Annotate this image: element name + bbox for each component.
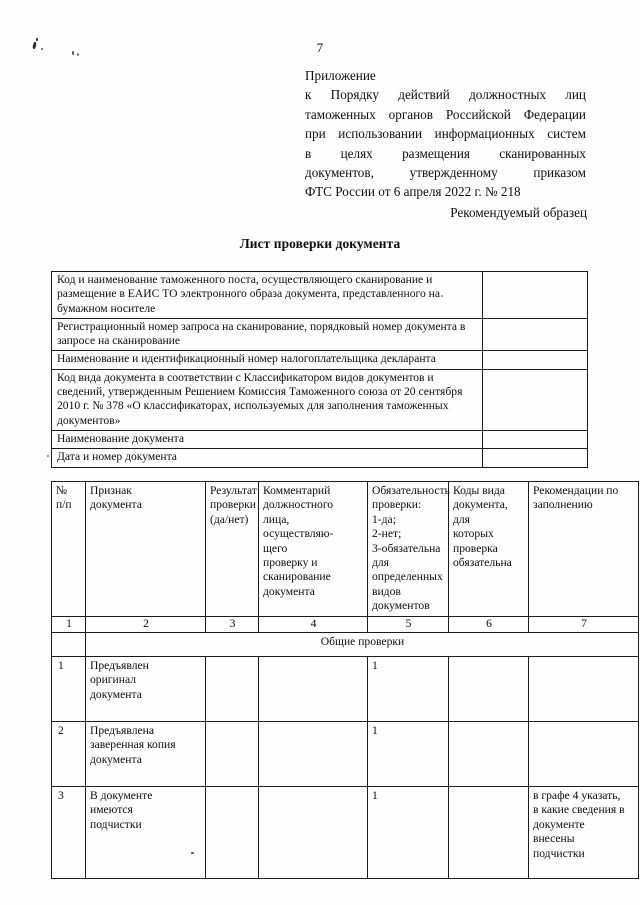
header-line: для [453,512,471,526]
header-line: документов [372,599,430,613]
recommendation-line: в какие сведения в [533,803,625,817]
feature-line: документа [90,687,142,701]
header-line: 2-нет; [372,527,402,541]
page-number: 7 [316,40,324,55]
field-value[interactable] [483,272,588,319]
header-line: щего [263,541,288,555]
document-fields-table [51,271,588,468]
row-codes[interactable] [449,787,529,879]
field-label-text: Регистрационный номер запроса на сканирование, порядковый номер документа в запросе на сканирование [57,319,466,348]
appendix-line: документов, утвержденному приказом [305,165,586,181]
field-label [52,430,483,448]
column-number: 7 [529,616,639,632]
column-number: 1 [52,616,86,632]
row-comment[interactable] [259,657,368,722]
header-line: обязательна [453,556,512,570]
row-obligation: 1 [368,722,449,787]
row-result[interactable] [206,722,259,787]
row-number: 3 [52,787,86,879]
row-obligation: 1 [368,787,449,879]
row-recommendation [529,657,639,722]
section-header-row [52,633,639,657]
field-label [52,318,483,351]
table-row [52,722,639,787]
column-header-codes [449,482,529,617]
field-value[interactable] [483,351,588,369]
appendix-line: ФТС России от 6 апреля 2022 г. № 218 [305,184,521,200]
recommendation-line: внесены [533,832,575,846]
field-label [52,272,483,319]
header-line: для [372,556,390,570]
column-header-feature [86,482,206,617]
row-feature [86,722,206,787]
row-result[interactable] [206,657,259,722]
header-line: 3-обязательна [372,541,441,555]
field-label [52,449,483,467]
recommendation-line: в графе 4 указать, [533,789,621,803]
appendix-line: в целях размещения сканированных [305,145,586,161]
feature-line: Предъявлен [90,659,149,673]
column-header-recommendation [529,482,639,617]
field-value[interactable] [483,449,588,467]
feature-line: документа [90,752,142,766]
header-line: заполнению [533,498,593,512]
field-label-text: Код вида документа в соответствии с Классификатором видов документов и сведений, утвержденным Решением Комиссия Таможенного союза от 20 сентября 2010 г. № 378 «О классификаторах, используемых для заполнения таможенных документов» [57,370,463,427]
field-label-text: Наименование документа [57,431,184,445]
field-label [52,351,483,369]
header-line: Результат [210,484,257,497]
feature-line: Предъявлена [90,724,154,738]
header-line: проверки: [372,498,422,512]
appendix-line: таможенных органов Российской Федерации [305,106,586,122]
row-codes[interactable] [449,722,529,787]
row-number: 2 [52,722,86,787]
feature-line: имеются [90,803,133,817]
column-number: 4 [259,616,368,632]
header-line: проверки [210,498,256,512]
appendix-line: к Порядку действий должностных лиц [305,87,586,103]
header-line: Комментарий [263,484,331,497]
header-line: документа [263,584,315,598]
appendix-line: Приложение [305,68,376,83]
row-number: 1 [52,657,86,722]
header-line: документа [90,498,142,512]
header-line: Признак [90,484,132,497]
header-line: сканирование [263,570,331,584]
header-line: определенных [372,570,443,584]
field-label-text: Наименование и идентификационный номер налогоплательщика декларанта [57,352,436,366]
header-line: видов [372,584,401,598]
recommendation-line: подчистки [533,846,585,860]
table-row [52,369,588,430]
scan-artifact [47,455,49,457]
header-line: осуществляю- [263,527,334,541]
field-value[interactable] [483,430,588,448]
header-line: № [56,484,68,497]
row-obligation: 1 [368,657,449,722]
column-number: 3 [206,616,259,632]
field-label [52,369,483,430]
row-result[interactable] [206,787,259,879]
header-line: лица, [263,512,290,526]
header-line: п/п [56,498,72,512]
row-recommendation [529,722,639,787]
feature-line: заверенная копия [90,738,176,752]
column-header-number [52,482,86,617]
header-line: проверку и [263,556,318,570]
header-line: Рекомендации по [533,484,619,497]
section-spacer [52,633,86,657]
field-value[interactable] [483,318,588,351]
header-line: (да/нет) [210,512,249,526]
header-line: проверка [453,541,498,555]
header-line: должностного [263,498,334,512]
recommended-sample-label: Рекомендуемый образец [450,205,587,220]
table-row [52,430,588,448]
table-row [52,351,588,369]
column-header-comment [259,482,368,617]
section-title: Общие проверки [86,633,639,657]
header-line: Коды вида [453,484,505,497]
table-row [52,318,588,351]
header-line: которых [453,527,494,541]
field-label-text: Код и наименование таможенного поста, осуществляющего сканирование и размещение в ЕАИС ТО электронного образа документа, представленного на бумажном носителе [57,273,441,315]
table-row [52,272,588,319]
field-value[interactable] [483,369,588,430]
header-line: документа, [453,498,508,512]
column-number-row [52,616,639,632]
appendix-line: при использовании информационных систем [305,126,586,142]
header-line: 1-да; [372,512,396,526]
row-feature [86,657,206,722]
page-title: Лист проверки документа [239,236,401,251]
field-label-text: Дата и номер документа [57,450,177,464]
table-row [52,657,639,722]
header-line: Обязательность [372,484,450,497]
column-number: 5 [368,616,449,632]
feature-line: подчистки [90,817,142,831]
table-row [52,787,639,879]
recommendation-line: документе [533,817,585,831]
feature-line: В документе [90,789,153,803]
row-recommendation [529,787,639,879]
column-header-result [206,482,259,617]
table-row [52,449,588,467]
feature-line: оригинал [90,673,136,687]
column-number: 2 [86,616,206,632]
appendix-reference-block [305,66,586,202]
table-header-row [52,482,639,617]
column-number: 6 [449,616,529,632]
row-comment[interactable] [259,722,368,787]
checks-table [51,481,639,879]
row-codes[interactable] [449,657,529,722]
row-feature [86,787,206,879]
row-comment[interactable] [259,787,368,879]
column-header-obligation [368,482,449,617]
